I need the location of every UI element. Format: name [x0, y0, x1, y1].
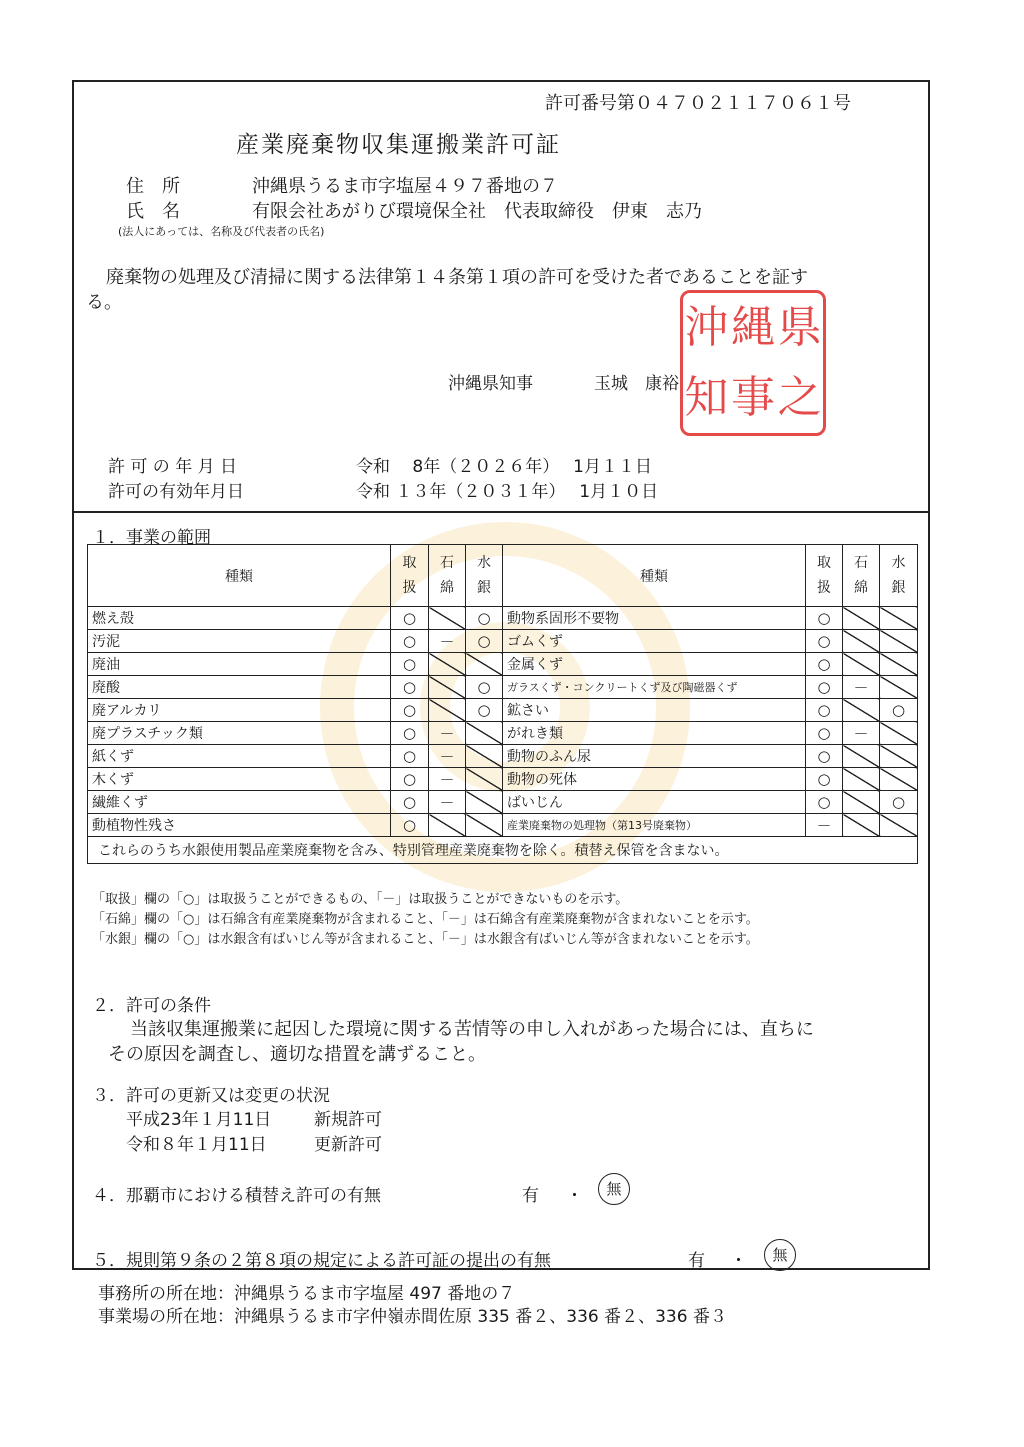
left-handle-mark: ○ — [391, 768, 429, 791]
right-waste-type: 鉱さい — [503, 699, 806, 722]
seal-char: 縄 — [730, 302, 775, 353]
header-handle-right: 取 扱 — [806, 545, 843, 607]
right-mercury-mark — [880, 676, 918, 699]
right-mercury-mark — [880, 768, 918, 791]
rule9-yes: 有 — [688, 1251, 705, 1271]
header-asbestos: 石 綿 — [429, 545, 466, 607]
left-mercury-mark — [466, 745, 503, 768]
table-header-row — [88, 545, 918, 607]
left-mercury-mark: ○ — [466, 607, 503, 630]
permit-number: 許可番号第０４７０２１１７０６１号 — [545, 93, 851, 114]
right-mercury-mark: ○ — [880, 791, 918, 814]
rule9-heading: ５．規則第９条の２第８項の規定による許可証の提出の有無 — [92, 1251, 551, 1271]
left-waste-type: 廃油 — [88, 653, 391, 676]
left-waste-type: 動植物性残さ — [88, 814, 391, 837]
header-mercury: 水 銀 — [466, 545, 503, 607]
valid-date-label: 許可の有効年月日 — [108, 482, 244, 502]
conditions-line-2: その原因を調査し、適切な措置を講ずること。 — [108, 1044, 486, 1065]
section-divider — [72, 511, 930, 513]
right-waste-type: ガラスくず・コンクリートくず及び陶磁器くず — [503, 676, 806, 699]
right-asbestos-mark — [843, 814, 880, 837]
left-asbestos-mark: － — [429, 768, 466, 791]
history-status-1: 新規許可 — [314, 1110, 382, 1130]
seal-char: 知 — [684, 372, 729, 423]
table-row — [88, 791, 918, 814]
left-handle-mark: ○ — [391, 607, 429, 630]
header-mercury-right: 水 銀 — [880, 545, 918, 607]
legend-handle: 「取扱」欄の「○」は取扱うことができるもの、「－」は取扱うことができないものを示す。 — [92, 892, 629, 907]
left-asbestos-mark — [429, 607, 466, 630]
right-asbestos-mark: － — [843, 722, 880, 745]
right-mercury-mark — [880, 745, 918, 768]
name-label: 氏 名 — [126, 201, 180, 222]
history-heading: ３．許可の更新又は変更の状況 — [92, 1086, 330, 1106]
permit-date-value: 令和 8年（２０２６年） 1月１１日 — [356, 457, 652, 477]
seal-char: 沖 — [684, 302, 729, 353]
table-row — [88, 745, 918, 768]
right-waste-type: 動物のふん尿 — [503, 745, 806, 768]
left-waste-type: 紙くず — [88, 745, 391, 768]
left-mercury-mark: ○ — [466, 699, 503, 722]
left-waste-type: 廃プラスチック類 — [88, 722, 391, 745]
history-status-2: 更新許可 — [314, 1135, 382, 1155]
left-mercury-mark — [466, 791, 503, 814]
page-title: 産業廃棄物収集運搬業許可証 — [236, 132, 561, 158]
table-row — [88, 676, 918, 699]
header-kind-right: 種類 — [503, 545, 806, 607]
table-note: これらのうち水銀使用製品産業廃棄物を含み、特別管理産業廃棄物を除く。積替え保管を含まない。 — [88, 837, 918, 864]
left-handle-mark: ○ — [391, 791, 429, 814]
transfer-yes: 有 — [522, 1186, 539, 1206]
office-location: 事務所の所在地：沖縄県うるま市字塩屋 497 番地の７ — [98, 1284, 516, 1304]
conditions-heading: ２．許可の条件 — [92, 996, 211, 1016]
history-date-1: 平成23年１月11日 — [126, 1110, 272, 1130]
left-asbestos-mark: － — [429, 722, 466, 745]
right-mercury-mark — [880, 607, 918, 630]
left-mercury-mark: ○ — [466, 676, 503, 699]
left-handle-mark: ○ — [391, 653, 429, 676]
header-handle: 取 扱 — [391, 545, 429, 607]
right-mercury-mark: ○ — [880, 699, 918, 722]
left-asbestos-mark: － — [429, 791, 466, 814]
seal-char: 県 — [777, 302, 822, 353]
left-asbestos-mark — [429, 814, 466, 837]
scope-heading: １．事業の範囲 — [92, 528, 211, 548]
left-handle-mark: ○ — [391, 722, 429, 745]
table-row — [88, 630, 918, 653]
history-date-2: 令和８年１月11日 — [126, 1135, 267, 1155]
right-handle-mark: ○ — [806, 791, 843, 814]
left-asbestos-mark — [429, 699, 466, 722]
right-handle-mark: ○ — [806, 722, 843, 745]
left-waste-type: 廃酸 — [88, 676, 391, 699]
table-row — [88, 722, 918, 745]
right-waste-type: ゴムくず — [503, 630, 806, 653]
right-handle-mark: ○ — [806, 699, 843, 722]
site-location: 事業場の所在地：沖縄県うるま市字仲嶺赤間佐原 335 番２、336 番２、336 番３ — [98, 1307, 727, 1327]
left-mercury-mark — [466, 768, 503, 791]
transfer-dot: ・ — [566, 1186, 583, 1206]
right-waste-type: 産業廃棄物の処理物（第13号廃棄物） — [503, 814, 806, 837]
header-asbestos-right: 石 綿 — [843, 545, 880, 607]
left-asbestos-mark: － — [429, 630, 466, 653]
certification-line-1: 廃棄物の処理及び清掃に関する法律第１４条第１項の許可を受けた者であることを証す — [106, 267, 808, 288]
right-handle-mark: ○ — [806, 768, 843, 791]
left-handle-mark: ○ — [391, 699, 429, 722]
left-waste-type: 繊維くず — [88, 791, 391, 814]
permit-date-label: 許 可 の 年 月 日 — [108, 457, 238, 477]
right-mercury-mark — [880, 814, 918, 837]
certification-line-2: る。 — [86, 292, 122, 313]
right-asbestos-mark — [843, 607, 880, 630]
right-mercury-mark — [880, 653, 918, 676]
official-seal — [680, 290, 826, 436]
left-mercury-mark — [466, 653, 503, 676]
seal-char: 事 — [730, 372, 775, 423]
legend-asbestos: 「石綿」欄の「○」は石綿含有産業廃棄物が含まれること、「－」は石綿含有産業廃棄物が含まれないことを示す。 — [92, 912, 759, 927]
valid-date-value: 令和 １３年（２０３１年） 1月１０日 — [356, 482, 659, 502]
table-note-row — [88, 837, 918, 864]
right-waste-type: 金属くず — [503, 653, 806, 676]
left-waste-type: 汚泥 — [88, 630, 391, 653]
header-kind: 種類 — [88, 545, 391, 607]
address-label: 住 所 — [126, 176, 180, 197]
rule9-no-circled: 無 — [764, 1239, 796, 1271]
legend-mercury: 「水銀」欄の「○」は水銀含有ばいじん等が含まれること、「－」は水銀含有ばいじん等が含まれないことを示す。 — [92, 932, 759, 947]
left-waste-type: 木くず — [88, 768, 391, 791]
right-handle-mark: ○ — [806, 607, 843, 630]
table-row — [88, 607, 918, 630]
governor-title: 沖縄県知事 — [448, 374, 533, 394]
right-handle-mark: － — [806, 814, 843, 837]
right-asbestos-mark — [843, 653, 880, 676]
scope-table — [87, 544, 918, 864]
seal-char: 之 — [777, 372, 822, 423]
right-asbestos-mark — [843, 699, 880, 722]
right-asbestos-mark — [843, 791, 880, 814]
right-waste-type: ばいじん — [503, 791, 806, 814]
address-value: 沖縄県うるま市字塩屋４９７番地の７ — [252, 176, 558, 197]
table-row — [88, 699, 918, 722]
left-asbestos-mark: － — [429, 745, 466, 768]
left-asbestos-mark — [429, 653, 466, 676]
right-asbestos-mark — [843, 768, 880, 791]
right-handle-mark: ○ — [806, 745, 843, 768]
right-mercury-mark — [880, 630, 918, 653]
right-asbestos-mark: － — [843, 676, 880, 699]
left-asbestos-mark — [429, 676, 466, 699]
right-waste-type: 動物の死体 — [503, 768, 806, 791]
left-mercury-mark — [466, 722, 503, 745]
table-row — [88, 653, 918, 676]
governor-name: 玉城 康裕 — [594, 374, 679, 394]
right-handle-mark: ○ — [806, 630, 843, 653]
left-handle-mark: ○ — [391, 676, 429, 699]
left-handle-mark: ○ — [391, 745, 429, 768]
left-handle-mark: ○ — [391, 814, 429, 837]
right-handle-mark: ○ — [806, 653, 843, 676]
right-handle-mark: ○ — [806, 676, 843, 699]
left-mercury-mark — [466, 814, 503, 837]
right-waste-type: 動物系固形不要物 — [503, 607, 806, 630]
right-waste-type: がれき類 — [503, 722, 806, 745]
name-value: 有限会社あがりび環境保全社 代表取締役 伊東 志乃 — [252, 201, 702, 222]
left-handle-mark: ○ — [391, 630, 429, 653]
right-asbestos-mark — [843, 745, 880, 768]
left-mercury-mark: ○ — [466, 630, 503, 653]
right-mercury-mark — [880, 722, 918, 745]
left-waste-type: 燃え殻 — [88, 607, 391, 630]
corporate-note: (法人にあっては、名称及び代表者の氏名) — [118, 225, 325, 238]
rule9-dot: ・ — [730, 1251, 747, 1271]
transfer-heading: ４．那覇市における積替え許可の有無 — [92, 1186, 381, 1206]
left-waste-type: 廃アルカリ — [88, 699, 391, 722]
conditions-line-1: 当該収集運搬業に起因した環境に関する苦情等の申し入れがあった場合には、直ちに — [130, 1019, 814, 1040]
table-row — [88, 814, 918, 837]
table-row — [88, 768, 918, 791]
right-asbestos-mark — [843, 630, 880, 653]
transfer-no-circled: 無 — [598, 1173, 630, 1205]
